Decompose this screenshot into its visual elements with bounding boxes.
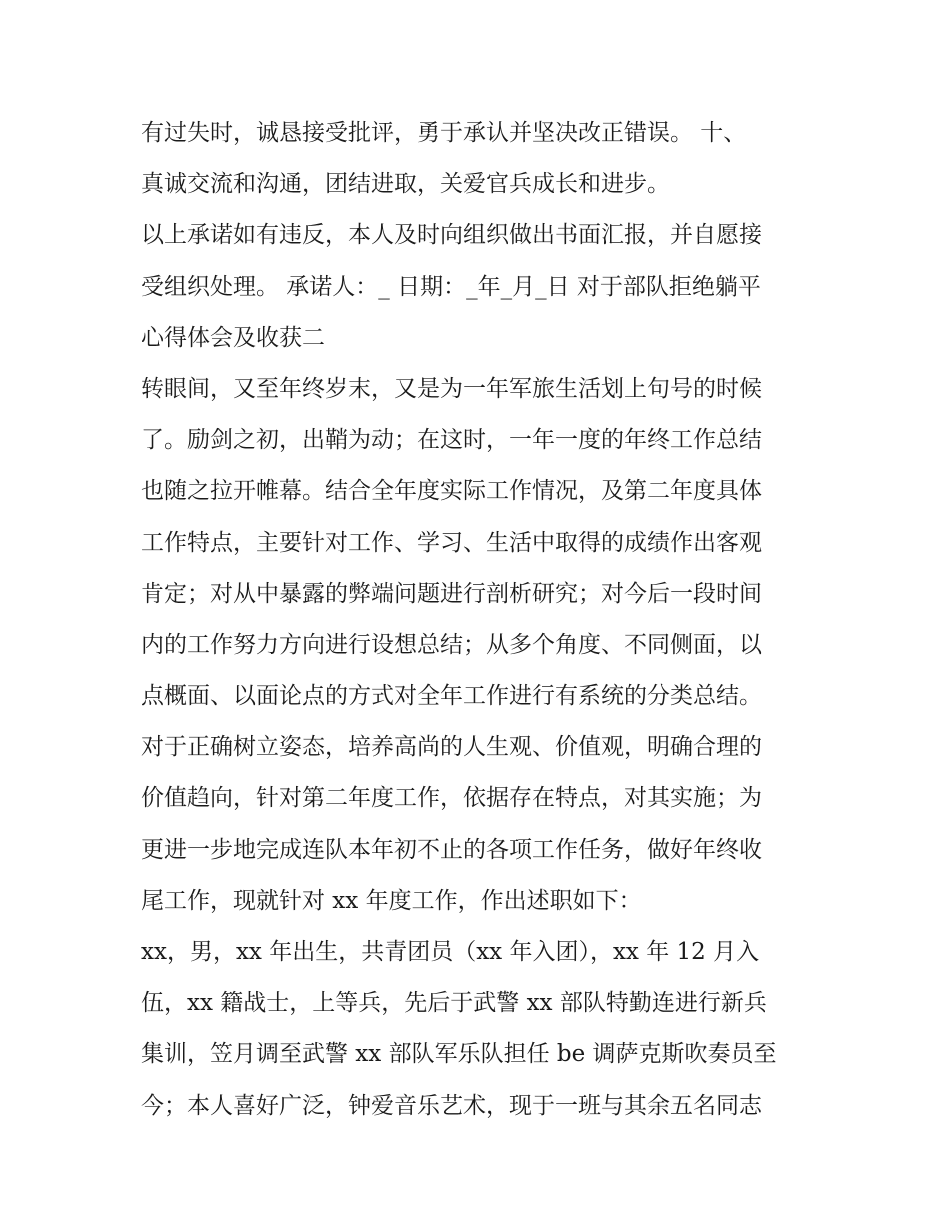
text-line: 受组织处理。 承诺人：_ 日期：_年_月_日 对于部队拒绝躺平	[141, 273, 761, 300]
text-line: 价值趋向，针对第二年度工作，依据存在特点，对其实施；为	[141, 785, 762, 812]
text-line: 集训，笠月调至武警 xx 部队军乐队担任 be 调萨克斯吹奏员至	[141, 1041, 777, 1068]
section-heading: 心得体会及收获二	[141, 324, 325, 351]
text-line: 尾工作，现就针对 xx 年度工作，作出述职如下：	[141, 887, 642, 914]
text-line: 工作特点，主要针对工作、学习、生活中取得的成绩作出客观	[141, 529, 762, 556]
text-line: 真诚交流和沟通，团结进取，关爱官兵成长和进步。	[141, 171, 670, 198]
text-line: 以上承诺如有违反，本人及时向组织做出书面汇报，并自愿接	[141, 222, 762, 249]
text-line: 肯定；对从中暴露的弊端问题进行剖析研究；对今后一段时间	[141, 580, 762, 607]
text-line: 了。励剑之初，出鞘为动；在这时，一年一度的年终工作总结	[141, 427, 762, 454]
text-line: 有过失时，诚恳接受批评，勇于承认并坚决改正错误。 十、	[141, 120, 747, 146]
text-line: xx，男，xx 年出生，共青团员（xx 年入团），xx 年 12 月入	[141, 939, 760, 965]
text-line: 转眼间，又至年终岁末，又是为一年军旅生活划上句号的时候	[141, 375, 762, 402]
text-line: 对于正确树立姿态，培养高尚的人生观、价值观，明确合理的	[141, 734, 762, 761]
text-line: 今；本人喜好广泛，钟爱音乐艺术，现于一班与其余五名同志	[141, 1092, 762, 1119]
body-text	[141, 108, 821, 1132]
text-line: 伍，xx 籍战士，上等兵，先后于武警 xx 部队特勤连进行新兵	[141, 990, 767, 1017]
text-line: 也随之拉开帷幕。结合全年度实际工作情况，及第二年度具体	[141, 478, 762, 505]
text-line: 更进一步地完成连队本年初不止的各项工作任务，做好年终收	[141, 836, 762, 863]
text-line: 内的工作努力方向进行设想总结；从多个角度、不同侧面，以	[141, 631, 762, 658]
text-line: 点概面、以面论点的方式对全年工作进行有系统的分类总结。	[141, 683, 762, 710]
